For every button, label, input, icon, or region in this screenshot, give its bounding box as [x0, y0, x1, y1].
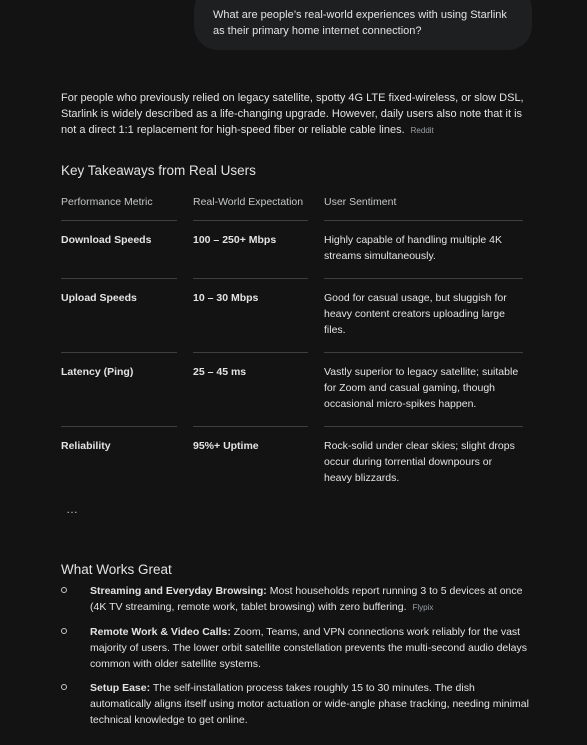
takeaways-heading: Key Takeaways from Real Users — [61, 163, 256, 178]
sentiment-cell: Rock-solid under clear skies; slight drops occur during torrential downpours or heavy blizzards. — [324, 440, 515, 484]
table-row — [61, 279, 523, 353]
list-item-text: The self-installation process takes roughly 15 to 30 minutes. The dish automatically aligns itself using motor actuation or wide-angle phase tracking, needing minimal technical knowledge to get online. — [90, 682, 529, 726]
source-chip-reddit[interactable]: Reddit — [410, 126, 434, 135]
works-great-list — [61, 583, 531, 736]
metric-cell: Upload Speeds — [61, 279, 177, 353]
expectation-cell: 25 – 45 ms — [193, 353, 308, 427]
table-row — [61, 221, 523, 279]
table-row — [61, 353, 523, 427]
list-item — [61, 583, 531, 616]
table-more-button[interactable]: … — [66, 502, 78, 516]
metric-cell: Download Speeds — [61, 221, 177, 279]
sentiment-cell: Good for casual usage, but sluggish for heavy content creators uploading large files. — [324, 279, 523, 353]
list-item-text: Most households report running 3 to 5 devices at once (4K TV streaming, remote work, tablet browsing) with zero buffering. — [90, 585, 523, 613]
intro-text: For people who previously relied on legacy satellite, spotty 4G LTE fixed-wireless, or slow DSL, Starlink is widely described as a life-changing upgrade. However, daily users also note that it is not a direct 1:1 replacement for high-speed fiber or reliable cable lines. — [61, 92, 524, 136]
sentiment-cell: Highly capable of handling multiple 4K streams simultaneously. — [324, 221, 523, 279]
list-item-text: Zoom, Teams, and VPN connections work reliably for the vast majority of users. The lower orbit satellite constellation prevents the multi-second audio delays common with older satellite systems. — [90, 626, 527, 670]
list-item-title: Remote Work & Video Calls: — [90, 626, 231, 638]
expectation-cell: 100 – 250+ Mbps — [193, 221, 308, 279]
list-item-title: Setup Ease: — [90, 682, 151, 694]
metric-cell: Reliability — [61, 440, 111, 452]
expectation-cell: 10 – 30 Mbps — [193, 279, 308, 353]
column-header-sentiment: User Sentiment — [324, 194, 523, 221]
list-item — [61, 680, 531, 728]
metric-cell: Latency (Ping) — [61, 353, 177, 427]
bullet-icon — [61, 684, 67, 690]
expectation-cell: 95%+ Uptime — [193, 440, 259, 452]
intro-paragraph — [61, 90, 531, 139]
bullet-icon — [61, 587, 67, 593]
list-item-title: Streaming and Everyday Browsing: — [90, 585, 267, 597]
column-header-metric: Performance Metric — [61, 194, 177, 221]
metrics-table — [45, 194, 539, 500]
sentiment-cell: Vastly superior to legacy satellite; suitable for Zoom and casual gaming, though occasional micro-spikes happen. — [324, 353, 523, 427]
bullet-icon — [61, 628, 67, 634]
user-message-bubble — [194, 0, 532, 50]
works-great-heading: What Works Great — [61, 562, 172, 577]
column-header-expectation: Real-World Expectation — [193, 194, 308, 221]
source-chip-flypix[interactable]: Flypix — [412, 603, 434, 612]
table-row — [61, 427, 523, 500]
user-message-text: What are people’s real-world experiences with using Starlink as their primary home internet connection? — [213, 9, 507, 37]
list-item — [61, 624, 531, 672]
